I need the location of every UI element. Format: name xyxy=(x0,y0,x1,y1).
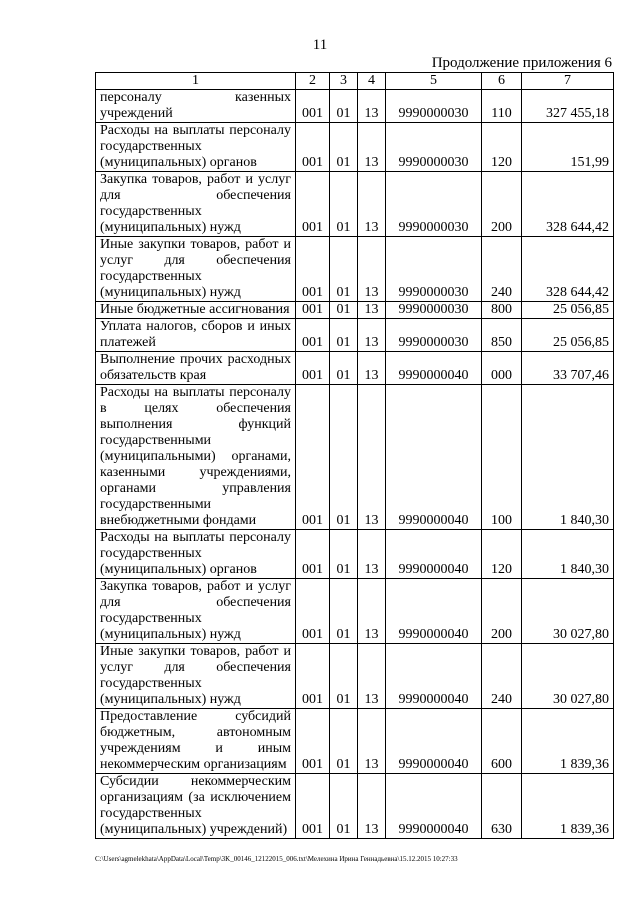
table-cell: 01 xyxy=(330,172,358,237)
table-cell: 13 xyxy=(358,385,386,530)
table-cell: 01 xyxy=(330,237,358,302)
table-cell: 30 027,80 xyxy=(522,644,614,709)
expense-name-cell: Уплата налогов, сборов и иных платежей xyxy=(96,319,296,352)
table-cell: 01 xyxy=(330,385,358,530)
table-cell: 13 xyxy=(358,774,386,839)
table-cell: 100 xyxy=(482,385,522,530)
table-cell: 001 xyxy=(296,319,330,352)
header-cell: 3 xyxy=(330,73,358,90)
table-cell: 001 xyxy=(296,90,330,123)
table-cell: 328 644,42 xyxy=(522,237,614,302)
table-cell: 01 xyxy=(330,709,358,774)
table-cell: 13 xyxy=(358,644,386,709)
table-cell: 151,99 xyxy=(522,123,614,172)
table-cell: 9990000030 xyxy=(386,172,482,237)
table-cell: 9990000030 xyxy=(386,302,482,319)
file-path-footer: C:\Users\agmelekhata\AppData\Local\Temp\3K_00146_12122015_006.txt\Мелехина Ирина Геннадьевна\15.12.2015 10:27:33 xyxy=(95,855,458,863)
table-cell: 327 455,18 xyxy=(522,90,614,123)
table-cell: 240 xyxy=(482,644,522,709)
header-cell: 7 xyxy=(522,73,614,90)
table-cell: 01 xyxy=(330,319,358,352)
header-cell: 5 xyxy=(386,73,482,90)
table-cell: 9990000030 xyxy=(386,319,482,352)
expense-name-cell: Предоставление субсидий бюджетным, автономным учреждениям и иным некоммерческим организациям xyxy=(96,709,296,774)
expense-name-cell: Закупка товаров, работ и услуг для обеспечения государственных (муниципальных) нужд xyxy=(96,579,296,644)
table-row xyxy=(96,172,614,237)
table-cell: 9990000040 xyxy=(386,774,482,839)
table-row xyxy=(96,385,614,530)
table-cell: 9990000040 xyxy=(386,709,482,774)
table-cell: 850 xyxy=(482,319,522,352)
table-cell: 001 xyxy=(296,385,330,530)
table-cell: 200 xyxy=(482,172,522,237)
table-cell: 01 xyxy=(330,774,358,839)
table-cell: 13 xyxy=(358,123,386,172)
table-header-row xyxy=(96,73,614,90)
table-cell: 01 xyxy=(330,302,358,319)
table-cell: 1 840,30 xyxy=(522,385,614,530)
table-row xyxy=(96,123,614,172)
table-cell: 001 xyxy=(296,579,330,644)
table-cell: 1 839,36 xyxy=(522,709,614,774)
header-cell: 6 xyxy=(482,73,522,90)
table-cell: 110 xyxy=(482,90,522,123)
expense-name-cell: Иные бюджетные ассигнования xyxy=(96,302,296,319)
table-cell: 01 xyxy=(330,579,358,644)
table-cell: 001 xyxy=(296,644,330,709)
table-row xyxy=(96,530,614,579)
table-cell: 13 xyxy=(358,530,386,579)
expense-name-cell: Закупка товаров, работ и услуг для обеспечения государственных (муниципальных) нужд xyxy=(96,172,296,237)
table-cell: 01 xyxy=(330,90,358,123)
table-row xyxy=(96,644,614,709)
table-cell: 25 056,85 xyxy=(522,302,614,319)
table-cell: 13 xyxy=(358,319,386,352)
table-cell: 13 xyxy=(358,237,386,302)
table-cell: 25 056,85 xyxy=(522,319,614,352)
expense-name-cell: персоналу казенных учреждений xyxy=(96,90,296,123)
header-cell: 4 xyxy=(358,73,386,90)
table-cell: 9990000040 xyxy=(386,352,482,385)
table-cell: 1 839,36 xyxy=(522,774,614,839)
expense-name-cell: Расходы на выплаты персоналу государственных (муниципальных) органов xyxy=(96,530,296,579)
table-cell: 800 xyxy=(482,302,522,319)
table-cell: 200 xyxy=(482,579,522,644)
table-cell: 001 xyxy=(296,172,330,237)
table-cell: 001 xyxy=(296,530,330,579)
expense-name-cell: Расходы на выплаты персоналу в целях обеспечения выполнения функций государственными (муниципальными) органами, казенными учреждениями, органами управления государственными внебюджетными фондами xyxy=(96,385,296,530)
table-cell: 33 707,46 xyxy=(522,352,614,385)
table-cell: 01 xyxy=(330,644,358,709)
expense-name-cell: Расходы на выплаты персоналу государственных (муниципальных) органов xyxy=(96,123,296,172)
table-cell: 9990000030 xyxy=(386,90,482,123)
expense-name-cell: Субсидии некоммерческим организациям (за исключением государственных (муниципальных) учреждений) xyxy=(96,774,296,839)
table-row xyxy=(96,709,614,774)
table-cell: 001 xyxy=(296,237,330,302)
table-cell: 01 xyxy=(330,530,358,579)
table-cell: 328 644,42 xyxy=(522,172,614,237)
budget-table xyxy=(95,72,614,839)
table-cell: 13 xyxy=(358,709,386,774)
table-cell: 01 xyxy=(330,123,358,172)
table-cell: 9990000030 xyxy=(386,123,482,172)
table-cell: 9990000040 xyxy=(386,644,482,709)
table-cell: 13 xyxy=(358,302,386,319)
table-row xyxy=(96,579,614,644)
page-number: 11 xyxy=(312,37,328,53)
table-cell: 13 xyxy=(358,579,386,644)
table-cell: 001 xyxy=(296,774,330,839)
expense-name-cell: Выполнение прочих расходных обязательств края xyxy=(96,352,296,385)
table-cell: 120 xyxy=(482,530,522,579)
table-cell: 13 xyxy=(358,352,386,385)
table-row xyxy=(96,237,614,302)
expense-name-cell: Иные закупки товаров, работ и услуг для обеспечения государственных (муниципальных) нужд xyxy=(96,644,296,709)
table-cell: 000 xyxy=(482,352,522,385)
table-cell: 120 xyxy=(482,123,522,172)
table-cell: 001 xyxy=(296,123,330,172)
table-cell: 9990000040 xyxy=(386,530,482,579)
table-cell: 9990000030 xyxy=(386,237,482,302)
table-cell: 9990000040 xyxy=(386,579,482,644)
table-row xyxy=(96,90,614,123)
table-cell: 001 xyxy=(296,352,330,385)
table-cell: 13 xyxy=(358,90,386,123)
continuation-caption: Продолжение приложения 6 xyxy=(431,55,612,71)
table-cell: 13 xyxy=(358,172,386,237)
table-row xyxy=(96,352,614,385)
table-cell: 001 xyxy=(296,709,330,774)
table-cell: 1 840,30 xyxy=(522,530,614,579)
header-cell: 2 xyxy=(296,73,330,90)
table-cell: 9990000040 xyxy=(386,385,482,530)
table-cell: 240 xyxy=(482,237,522,302)
table-cell: 30 027,80 xyxy=(522,579,614,644)
table-cell: 001 xyxy=(296,302,330,319)
table-row xyxy=(96,302,614,319)
header-cell: 1 xyxy=(96,73,296,90)
table-cell: 600 xyxy=(482,709,522,774)
expense-name-cell: Иные закупки товаров, работ и услуг для обеспечения государственных (муниципальных) нужд xyxy=(96,237,296,302)
table-row xyxy=(96,319,614,352)
table-row xyxy=(96,774,614,839)
table-cell: 630 xyxy=(482,774,522,839)
table-cell: 01 xyxy=(330,352,358,385)
